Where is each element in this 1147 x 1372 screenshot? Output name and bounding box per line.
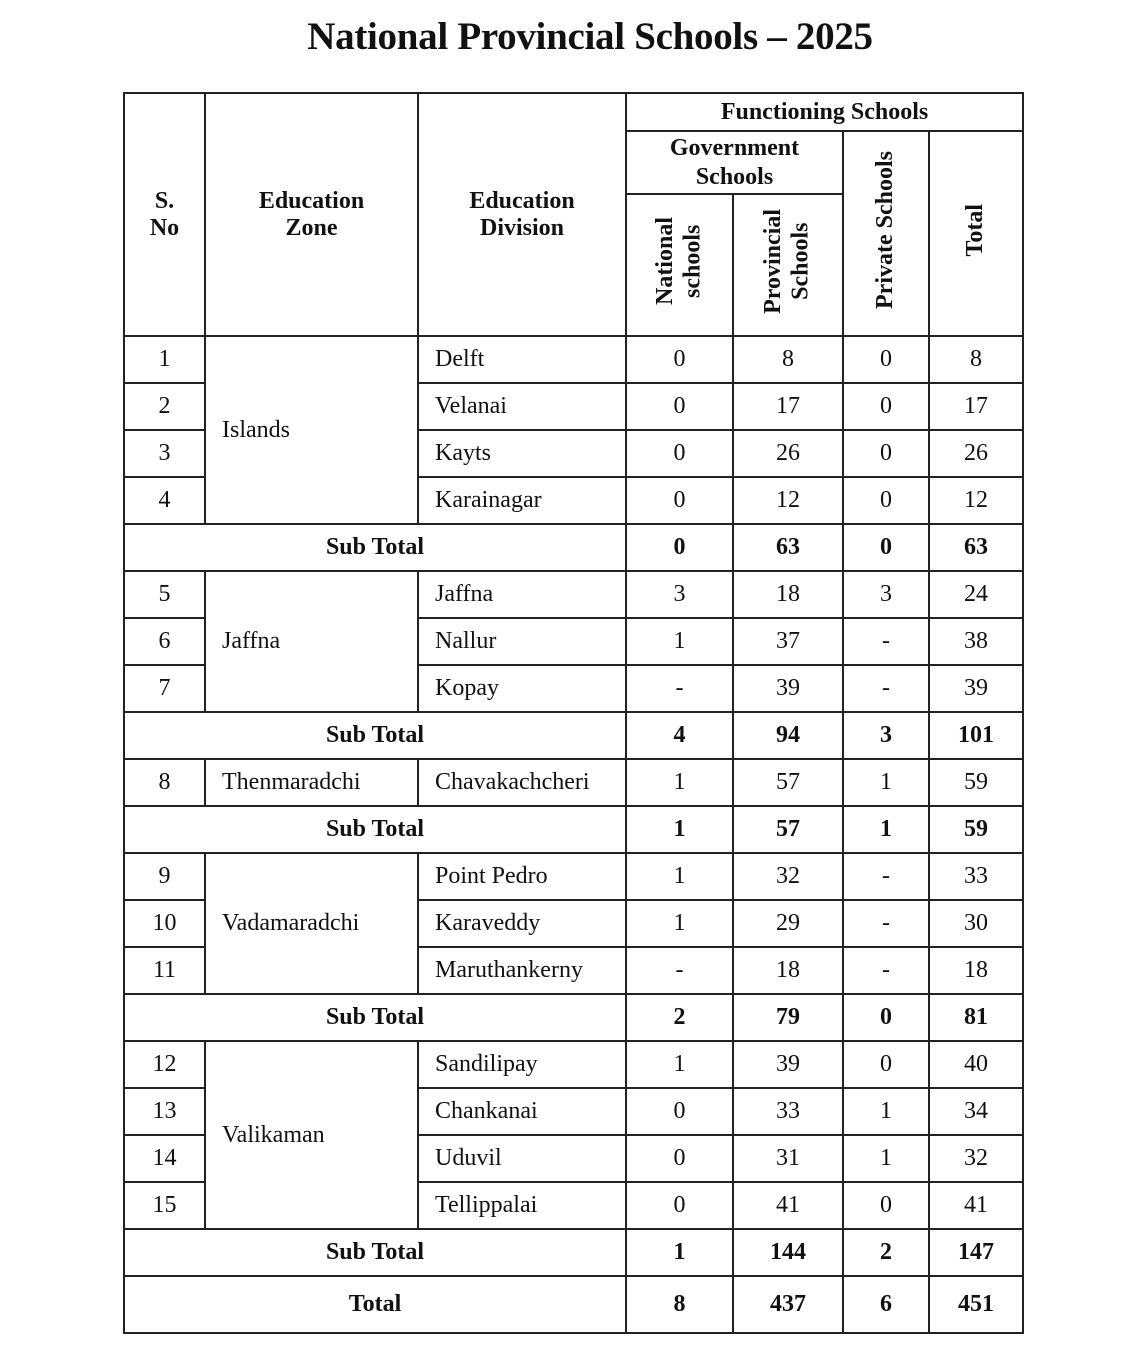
- subtotal-row: [124, 806, 1023, 853]
- zone-cell: Valikaman: [205, 1041, 418, 1229]
- provincial-cell: 31: [733, 1135, 843, 1182]
- division-cell: Kayts: [418, 430, 626, 477]
- header-functioning: Functioning Schools: [626, 93, 1023, 131]
- division-cell: Nallur: [418, 618, 626, 665]
- subtotal-label: Sub Total: [124, 524, 626, 571]
- private-cell: 0: [843, 383, 929, 430]
- provincial-cell: 37: [733, 618, 843, 665]
- header-sno-line1: S.: [154, 187, 175, 214]
- national-cell: -: [626, 947, 733, 994]
- subtotal-provincial: 94: [733, 712, 843, 759]
- subtotal-national: 4: [626, 712, 733, 759]
- division-cell: Chavakachcheri: [418, 759, 626, 806]
- private-cell: 0: [843, 336, 929, 383]
- total-cell: 8: [929, 336, 1023, 383]
- header-sno: [124, 93, 205, 336]
- header-division-line2: Division: [479, 214, 565, 241]
- subtotal-private: 0: [843, 994, 929, 1041]
- division-cell: Maruthankerny: [418, 947, 626, 994]
- sno-cell: 2: [124, 383, 205, 430]
- national-cell: -: [626, 665, 733, 712]
- total-cell: 32: [929, 1135, 1023, 1182]
- provincial-cell: 8: [733, 336, 843, 383]
- schools-table: [123, 92, 1024, 1334]
- private-cell: 0: [843, 430, 929, 477]
- grand-total-national: 8: [626, 1276, 733, 1333]
- national-cell: 1: [626, 853, 733, 900]
- total-cell: 59: [929, 759, 1023, 806]
- national-cell: 1: [626, 900, 733, 947]
- subtotal-private: 1: [843, 806, 929, 853]
- national-cell: 0: [626, 1182, 733, 1229]
- national-cell: 1: [626, 618, 733, 665]
- provincial-cell: 39: [733, 665, 843, 712]
- provincial-cell: 39: [733, 1041, 843, 1088]
- table-row: [124, 571, 1023, 618]
- total-cell: 38: [929, 618, 1023, 665]
- sno-cell: 3: [124, 430, 205, 477]
- total-cell: 40: [929, 1041, 1023, 1088]
- private-cell: 3: [843, 571, 929, 618]
- subtotal-label: Sub Total: [124, 806, 626, 853]
- private-cell: 1: [843, 1135, 929, 1182]
- private-cell: -: [843, 853, 929, 900]
- sno-cell: 4: [124, 477, 205, 524]
- subtotal-private: 3: [843, 712, 929, 759]
- division-cell: Uduvil: [418, 1135, 626, 1182]
- provincial-cell: 57: [733, 759, 843, 806]
- subtotal-national: 0: [626, 524, 733, 571]
- provincial-cell: 33: [733, 1088, 843, 1135]
- subtotal-national: 1: [626, 1229, 733, 1276]
- subtotal-private: 2: [843, 1229, 929, 1276]
- header-government: [626, 131, 843, 194]
- division-cell: Delft: [418, 336, 626, 383]
- header-division: [418, 93, 626, 336]
- header-zone: [205, 93, 418, 336]
- private-cell: -: [843, 947, 929, 994]
- national-cell: 0: [626, 1135, 733, 1182]
- private-cell: 1: [843, 759, 929, 806]
- national-cell: 0: [626, 383, 733, 430]
- subtotal-total: 147: [929, 1229, 1023, 1276]
- private-cell: -: [843, 618, 929, 665]
- provincial-cell: 18: [733, 947, 843, 994]
- header-sno-line2: No: [149, 214, 180, 241]
- header-division-line1: Education: [469, 187, 575, 214]
- private-cell: -: [843, 900, 929, 947]
- sno-cell: 5: [124, 571, 205, 618]
- table-row: [124, 759, 1023, 806]
- table-row: [124, 853, 1023, 900]
- provincial-cell: 17: [733, 383, 843, 430]
- division-cell: Sandilipay: [418, 1041, 626, 1088]
- table-body: [124, 336, 1023, 1333]
- subtotal-provincial: 79: [733, 994, 843, 1041]
- zone-cell: Jaffna: [205, 571, 418, 712]
- grand-total-total: 451: [929, 1276, 1023, 1333]
- provincial-cell: 26: [733, 430, 843, 477]
- provincial-cell: 41: [733, 1182, 843, 1229]
- division-cell: Tellippalai: [418, 1182, 626, 1229]
- header-national: [626, 194, 733, 336]
- subtotal-label: Sub Total: [124, 994, 626, 1041]
- national-cell: 1: [626, 759, 733, 806]
- total-cell: 17: [929, 383, 1023, 430]
- sno-cell: 6: [124, 618, 205, 665]
- division-cell: Kopay: [418, 665, 626, 712]
- division-cell: Point Pedro: [418, 853, 626, 900]
- subtotal-provincial: 144: [733, 1229, 843, 1276]
- subtotal-total: 59: [929, 806, 1023, 853]
- national-cell: 0: [626, 430, 733, 477]
- page-title: National Provincial Schools – 2025: [307, 15, 873, 58]
- national-cell: 0: [626, 336, 733, 383]
- subtotal-national: 2: [626, 994, 733, 1041]
- subtotal-label: Sub Total: [124, 1229, 626, 1276]
- subtotal-row: [124, 712, 1023, 759]
- table-row: [124, 1041, 1023, 1088]
- national-cell: 3: [626, 571, 733, 618]
- total-cell: 33: [929, 853, 1023, 900]
- header-private: [843, 131, 929, 336]
- provincial-cell: 12: [733, 477, 843, 524]
- grand-total-row: [124, 1276, 1023, 1333]
- division-cell: Karainagar: [418, 477, 626, 524]
- sno-cell: 7: [124, 665, 205, 712]
- header-government-line2: Schools: [695, 163, 774, 190]
- header-government-line1: Government: [669, 134, 800, 161]
- subtotal-provincial: 63: [733, 524, 843, 571]
- table-row: [124, 336, 1023, 383]
- header-private-label: Private Schools: [872, 151, 899, 309]
- sno-cell: 8: [124, 759, 205, 806]
- total-cell: 24: [929, 571, 1023, 618]
- subtotal-provincial: 57: [733, 806, 843, 853]
- provincial-cell: 32: [733, 853, 843, 900]
- division-cell: Chankanai: [418, 1088, 626, 1135]
- subtotal-national: 1: [626, 806, 733, 853]
- header-provincial: [733, 194, 843, 336]
- private-cell: -: [843, 665, 929, 712]
- subtotal-label: Sub Total: [124, 712, 626, 759]
- subtotal-row: [124, 524, 1023, 571]
- subtotal-total: 101: [929, 712, 1023, 759]
- division-cell: Velanai: [418, 383, 626, 430]
- private-cell: 0: [843, 1041, 929, 1088]
- zone-cell: Islands: [205, 336, 418, 524]
- sno-cell: 10: [124, 900, 205, 947]
- sno-cell: 13: [124, 1088, 205, 1135]
- header-provincial-label: Provincial Schools: [760, 209, 814, 314]
- subtotal-private: 0: [843, 524, 929, 571]
- grand-total-provincial: 437: [733, 1276, 843, 1333]
- total-cell: 26: [929, 430, 1023, 477]
- grand-total-private: 6: [843, 1276, 929, 1333]
- zone-cell: Vadamaradchi: [205, 853, 418, 994]
- national-cell: 0: [626, 1088, 733, 1135]
- provincial-cell: 18: [733, 571, 843, 618]
- total-cell: 12: [929, 477, 1023, 524]
- zone-cell: Thenmaradchi: [205, 759, 418, 806]
- total-cell: 41: [929, 1182, 1023, 1229]
- header-zone-line1: Education: [258, 187, 365, 214]
- subtotal-row: [124, 994, 1023, 1041]
- national-cell: 1: [626, 1041, 733, 1088]
- header-national-label: National schools: [651, 217, 706, 306]
- provincial-cell: 29: [733, 900, 843, 947]
- sno-cell: 12: [124, 1041, 205, 1088]
- total-cell: 39: [929, 665, 1023, 712]
- private-cell: 0: [843, 1182, 929, 1229]
- header-zone-line2: Zone: [285, 214, 338, 241]
- total-cell: 18: [929, 947, 1023, 994]
- total-cell: 30: [929, 900, 1023, 947]
- subtotal-total: 63: [929, 524, 1023, 571]
- subtotal-row: [124, 1229, 1023, 1276]
- sno-cell: 15: [124, 1182, 205, 1229]
- sno-cell: 11: [124, 947, 205, 994]
- sno-cell: 9: [124, 853, 205, 900]
- sno-cell: 1: [124, 336, 205, 383]
- grand-total-label: Total: [124, 1276, 626, 1333]
- division-cell: Karaveddy: [418, 900, 626, 947]
- sno-cell: 14: [124, 1135, 205, 1182]
- division-cell: Jaffna: [418, 571, 626, 618]
- header-total: [929, 131, 1023, 336]
- private-cell: 1: [843, 1088, 929, 1135]
- header-total-label: Total: [962, 203, 989, 257]
- total-cell: 34: [929, 1088, 1023, 1135]
- subtotal-total: 81: [929, 994, 1023, 1041]
- national-cell: 0: [626, 477, 733, 524]
- private-cell: 0: [843, 477, 929, 524]
